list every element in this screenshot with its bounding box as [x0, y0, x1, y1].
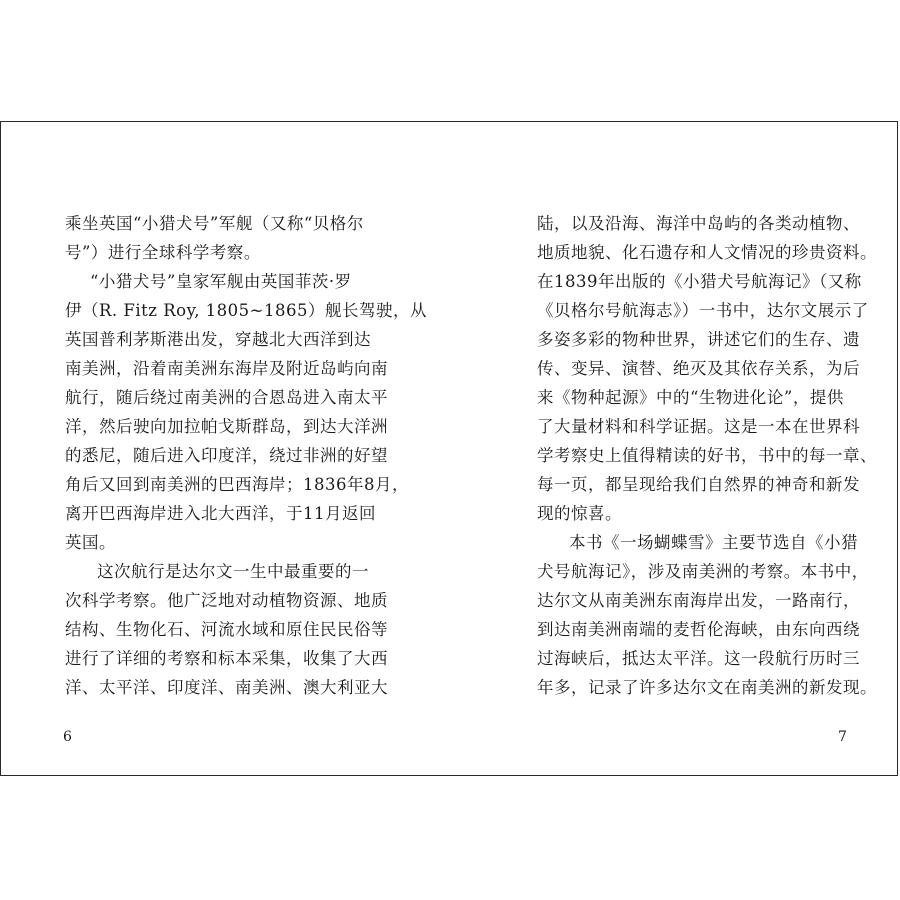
text-line: 洋，然后驶向加拉帕戈斯群岛，到达大洋洲	[65, 417, 388, 436]
text-line: 达尔文从南美洲东南海岸出发，一路南行，	[537, 591, 860, 610]
text-line: 来《物种起源》中的“生物进化论”，提供	[537, 388, 844, 407]
text-line: 陆，以及沿海、海洋中岛屿的各类动植物、	[537, 214, 860, 233]
text-line: 到达南美洲南端的麦哲伦海峡，由东向西绕	[537, 620, 860, 639]
text-line: 《贝格尔号航海志》）一书中，达尔文展示了	[537, 301, 869, 320]
text-line: 英国普利茅斯港出发，穿越北大西洋到达	[65, 330, 371, 349]
text-line: 航行，随后绕过南美洲的合恩岛进入南太平	[65, 388, 388, 407]
text-line: 的悉尼，随后进入印度洋，绕过非洲的好望	[65, 446, 388, 465]
text-line: 在1839年出版的《小猎犬号航海记》（又称	[537, 272, 862, 291]
book-spread	[0, 121, 898, 776]
text-line: 地质地貌、化石遗存和人文情况的珍贵资料。	[537, 243, 877, 262]
text-line: 南美洲，沿着南美洲东海岸及附近岛屿向南	[65, 359, 388, 378]
text-line: 这次航行是达尔文一生中最重要的一	[97, 562, 369, 581]
text-line: 乘坐英国“小猎犬号”军舰（又称“贝格尔	[65, 214, 364, 233]
text-line: 本书《一场蝴蝶雪》主要节选自《小猎	[569, 533, 858, 552]
right-page	[450, 122, 899, 775]
text-line: 号”）进行全球科学考察。	[65, 243, 261, 262]
text-line: 英国。	[65, 533, 116, 552]
text-line: 结构、生物化石、河流水域和原住民民俗等	[65, 620, 388, 639]
page-number: 7	[838, 729, 847, 745]
text-line: 多姿多彩的物种世界，讲述它们的生存、遗	[537, 330, 860, 349]
text-line: 离开巴西海岸进入北大西洋，于11月返回	[65, 504, 376, 523]
text-line: 了大量材料和科学证据。这是一本在世界科	[537, 417, 860, 436]
text-line: 过海峡后，抵达太平洋。这一段航行历时三	[537, 649, 860, 668]
page-number: 6	[63, 729, 72, 745]
text-line: 传、变异、演替、绝灭及其依存关系，为后	[537, 359, 860, 378]
text-line: 洋、太平洋、印度洋、南美洲、澳大利亚大	[65, 678, 388, 697]
text-line: 每一页，都呈现给我们自然界的神奇和新发	[537, 475, 860, 494]
text-line: 次科学考察。他广泛地对动植物资源、地质	[65, 591, 388, 610]
text-line: 伊（R. Fitz Roy, 1805~1865）舰长驾驶，从	[65, 301, 427, 320]
text-line: 学考察史上值得精读的好书，书中的每一章、	[537, 446, 877, 465]
left-page	[1, 122, 450, 775]
text-line: 进行了详细的考察和标本采集，收集了大西	[65, 649, 388, 668]
text-line: 现的惊喜。	[537, 504, 622, 523]
text-line: 犬号航海记》，涉及南美洲的考察。本书中，	[537, 562, 869, 581]
text-line: “小猎犬号”皇家军舰由英国菲茨·罗	[90, 272, 352, 291]
text-line: 角后又回到南美洲的巴西海岸；1836年8月，	[65, 475, 409, 494]
text-line: 年多，记录了许多达尔文在南美洲的新发现。	[537, 678, 877, 697]
